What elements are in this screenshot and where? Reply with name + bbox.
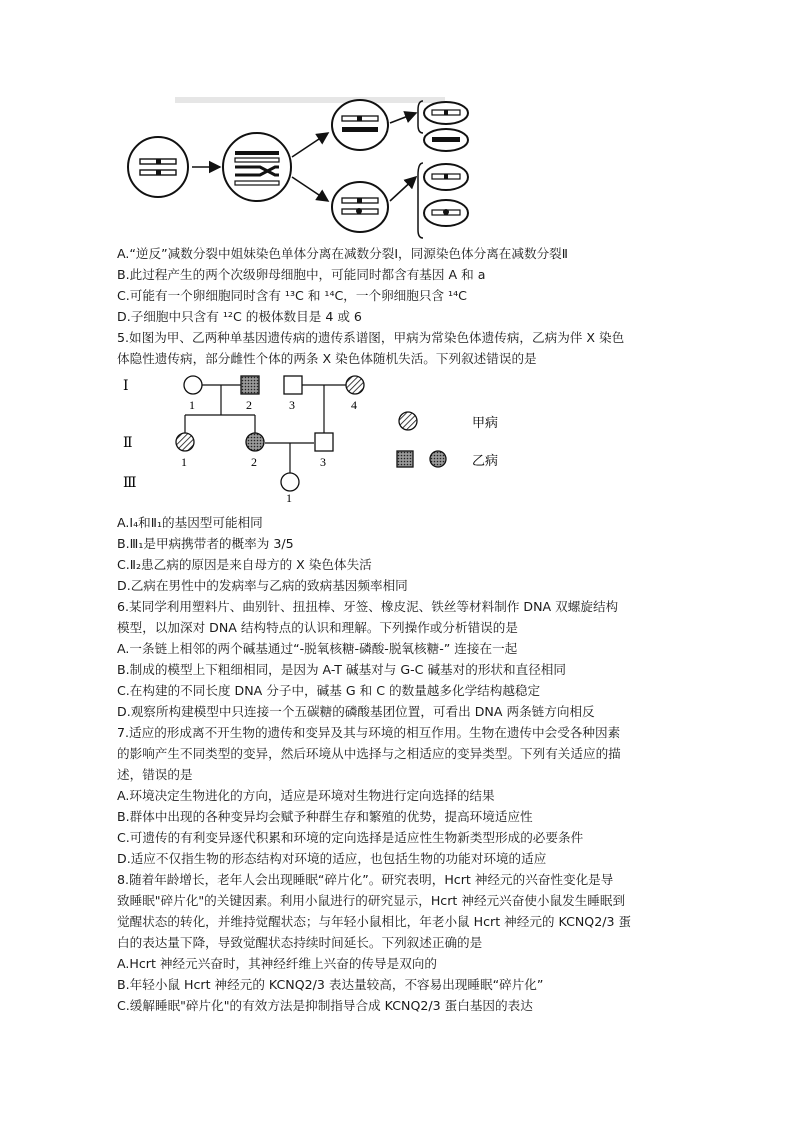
gamete-3 <box>424 164 468 190</box>
cell-3 <box>332 100 388 150</box>
q4-option-c: C.可能有一个卵细胞同时含有 ¹³C 和 ¹⁴C，一个卵细胞只含 ¹⁴C <box>117 288 467 303</box>
q4-option-a: A.“逆反”减数分裂中姐妹染色单体分离在减数分裂Ⅰ，同源染色体分离在减数分裂Ⅱ <box>117 246 568 261</box>
legend-yi-female-symbol <box>430 451 446 467</box>
legend-yi-male-symbol <box>397 451 413 467</box>
q7-option-b: B.群体中出现的各种变异均会赋予种群生存和繁殖的优势，提高环境适应性 <box>117 809 533 824</box>
III-1-label: 1 <box>286 491 292 505</box>
q7-option-c: C.可遗传的有利变异逐代积累和环境的定向选择是适应性生物新类型形成的必要条件 <box>117 830 584 845</box>
q8-stem-line-3: 觉醒状态的转化，并维持觉醒状态；与年轻小鼠相比，年老小鼠 Hcrt 神经元的 KCNQ2/3 蛋 <box>117 914 632 929</box>
legend-jia-label: 甲病 <box>472 415 499 430</box>
cell-4 <box>332 182 388 232</box>
q4-option-d: D.子细胞中只含有 ¹²C 的极体数目是 4 或 6 <box>117 309 362 324</box>
q6-option-b: B.制成的模型上下粗细相同，是因为 A-T 碱基对与 G-C 碱基对的形状和直径相同 <box>117 662 566 677</box>
II-2-yi-affected-female <box>246 433 264 451</box>
I-4-label: 4 <box>351 398 357 412</box>
I-2-label: 2 <box>246 398 252 412</box>
gamete-2 <box>424 129 468 151</box>
meiosis-diagram <box>120 95 480 240</box>
legend-yi-label: 乙病 <box>472 453 499 468</box>
q6-option-c: C.在构建的不同长度 DNA 分子中，碱基 G 和 C 的数量越多化学结构越稳定 <box>117 683 541 698</box>
gamete-4 <box>424 200 468 226</box>
I-1-label: 1 <box>189 398 195 412</box>
I-3-label: 3 <box>289 398 295 412</box>
q5-option-a: A.Ⅰ₄和Ⅱ₁的基因型可能相同 <box>117 515 263 530</box>
II-2-label: 2 <box>251 455 257 469</box>
q6-stem-line-2: 模型，以加深对 DNA 结构特点的认识和理解。下列操作或分析错误的是 <box>117 620 518 635</box>
q7-stem-line-1: 7.适应的形成离不开生物的遗传和变异及其与环境的相互作用。生物在遗传中会受各种因素 <box>117 725 621 740</box>
q7-option-a: A.环境决定生物进化的方向，适应是环境对生物进行定向选择的结果 <box>117 788 495 803</box>
q5-stem-line-2: 体隐性遗传病，部分雌性个体的两条 X 染色体随机失活。下列叙述错误的是 <box>117 351 537 366</box>
legend-jia-symbol <box>399 412 417 430</box>
q8-option-c: C.缓解睡眠"碎片化"的有效方法是抑制指导合成 KCNQ2/3 蛋白基因的表达 <box>117 998 533 1013</box>
I-3-unaffected-male <box>284 376 302 394</box>
generation-label-II: Ⅱ <box>123 436 133 451</box>
II-1-jia-affected-female <box>176 433 194 451</box>
cell-1 <box>128 137 188 197</box>
gamete-1 <box>424 102 468 124</box>
cell-2 <box>223 133 291 201</box>
q6-option-d: D.观察所构建模型中只连接一个五碳糖的磷酸基团位置，可看出 DNA 两条链方向相反 <box>117 704 595 719</box>
generation-label-III: Ⅲ <box>123 476 137 491</box>
q8-option-b: B.年轻小鼠 Hcrt 神经元的 KCNQ2/3 表达量较高，不容易出现睡眠“碎片化” <box>117 977 544 992</box>
q7-option-d: D.适应不仅指生物的形态结构对环境的适应，也包括生物的功能对环境的适应 <box>117 851 547 866</box>
q5-stem-line-1: 5.如图为甲、乙两种单基因遗传病的遗传系谱图，甲病为常染色体遗传病，乙病为伴 X 染色 <box>117 330 625 345</box>
I-4-jia-affected-female <box>346 376 364 394</box>
q5-option-b: B.Ⅲ₁是甲病携带者的概率为 3/5 <box>117 536 294 551</box>
q8-option-a: A.Hcrt 神经元兴奋时，其神经纤维上兴奋的传导是双向的 <box>117 956 437 971</box>
III-1-unaffected-female <box>281 473 299 491</box>
q8-stem-line-1: 8.随着年龄增长，老年人会出现睡眠“碎片化”。研究表明，Hcrt 神经元的兴奋性变化是导 <box>117 872 614 887</box>
q8-stem-line-4: 白的表达量下降，导致觉醒状态持续时间延长。下列叙述正确的是 <box>117 935 483 950</box>
pedigree-chart <box>115 370 515 505</box>
I-2-yi-affected-male <box>241 376 259 394</box>
generation-label-I: Ⅰ <box>123 379 129 394</box>
q6-option-a: A.一条链上相邻的两个碱基通过“-脱氧核糖-磷酸-脱氧核糖-” 连接在一起 <box>117 641 518 656</box>
q7-stem-line-2: 的影响产生不同类型的变异，然后环境从中选择与之相适应的变异类型。下列有关适应的描 <box>117 746 621 761</box>
II-3-unaffected-male <box>315 433 333 451</box>
II-3-label: 3 <box>320 455 326 469</box>
q5-option-c: C.Ⅱ₂患乙病的原因是来自母方的 X 染色体失活 <box>117 557 372 572</box>
q5-option-d: D.乙病在男性中的发病率与乙病的致病基因频率相同 <box>117 578 408 593</box>
q6-stem-line-1: 6.某同学利用塑料片、曲别针、扭扭棒、牙签、橡皮泥、铁丝等材料制作 DNA 双螺旋结构 <box>117 599 619 614</box>
II-1-label: 1 <box>181 455 187 469</box>
q8-stem-line-2: 致睡眠"碎片化"的关键因素。利用小鼠进行的研究显示，Hcrt 神经元兴奋使小鼠发生睡眠到 <box>117 893 626 908</box>
I-1-unaffected-female <box>184 376 202 394</box>
q4-option-b: B.此过程产生的两个次级卵母细胞中，可能同时都含有基因 A 和 a <box>117 267 486 282</box>
q7-stem-line-3: 述，错误的是 <box>117 767 193 782</box>
